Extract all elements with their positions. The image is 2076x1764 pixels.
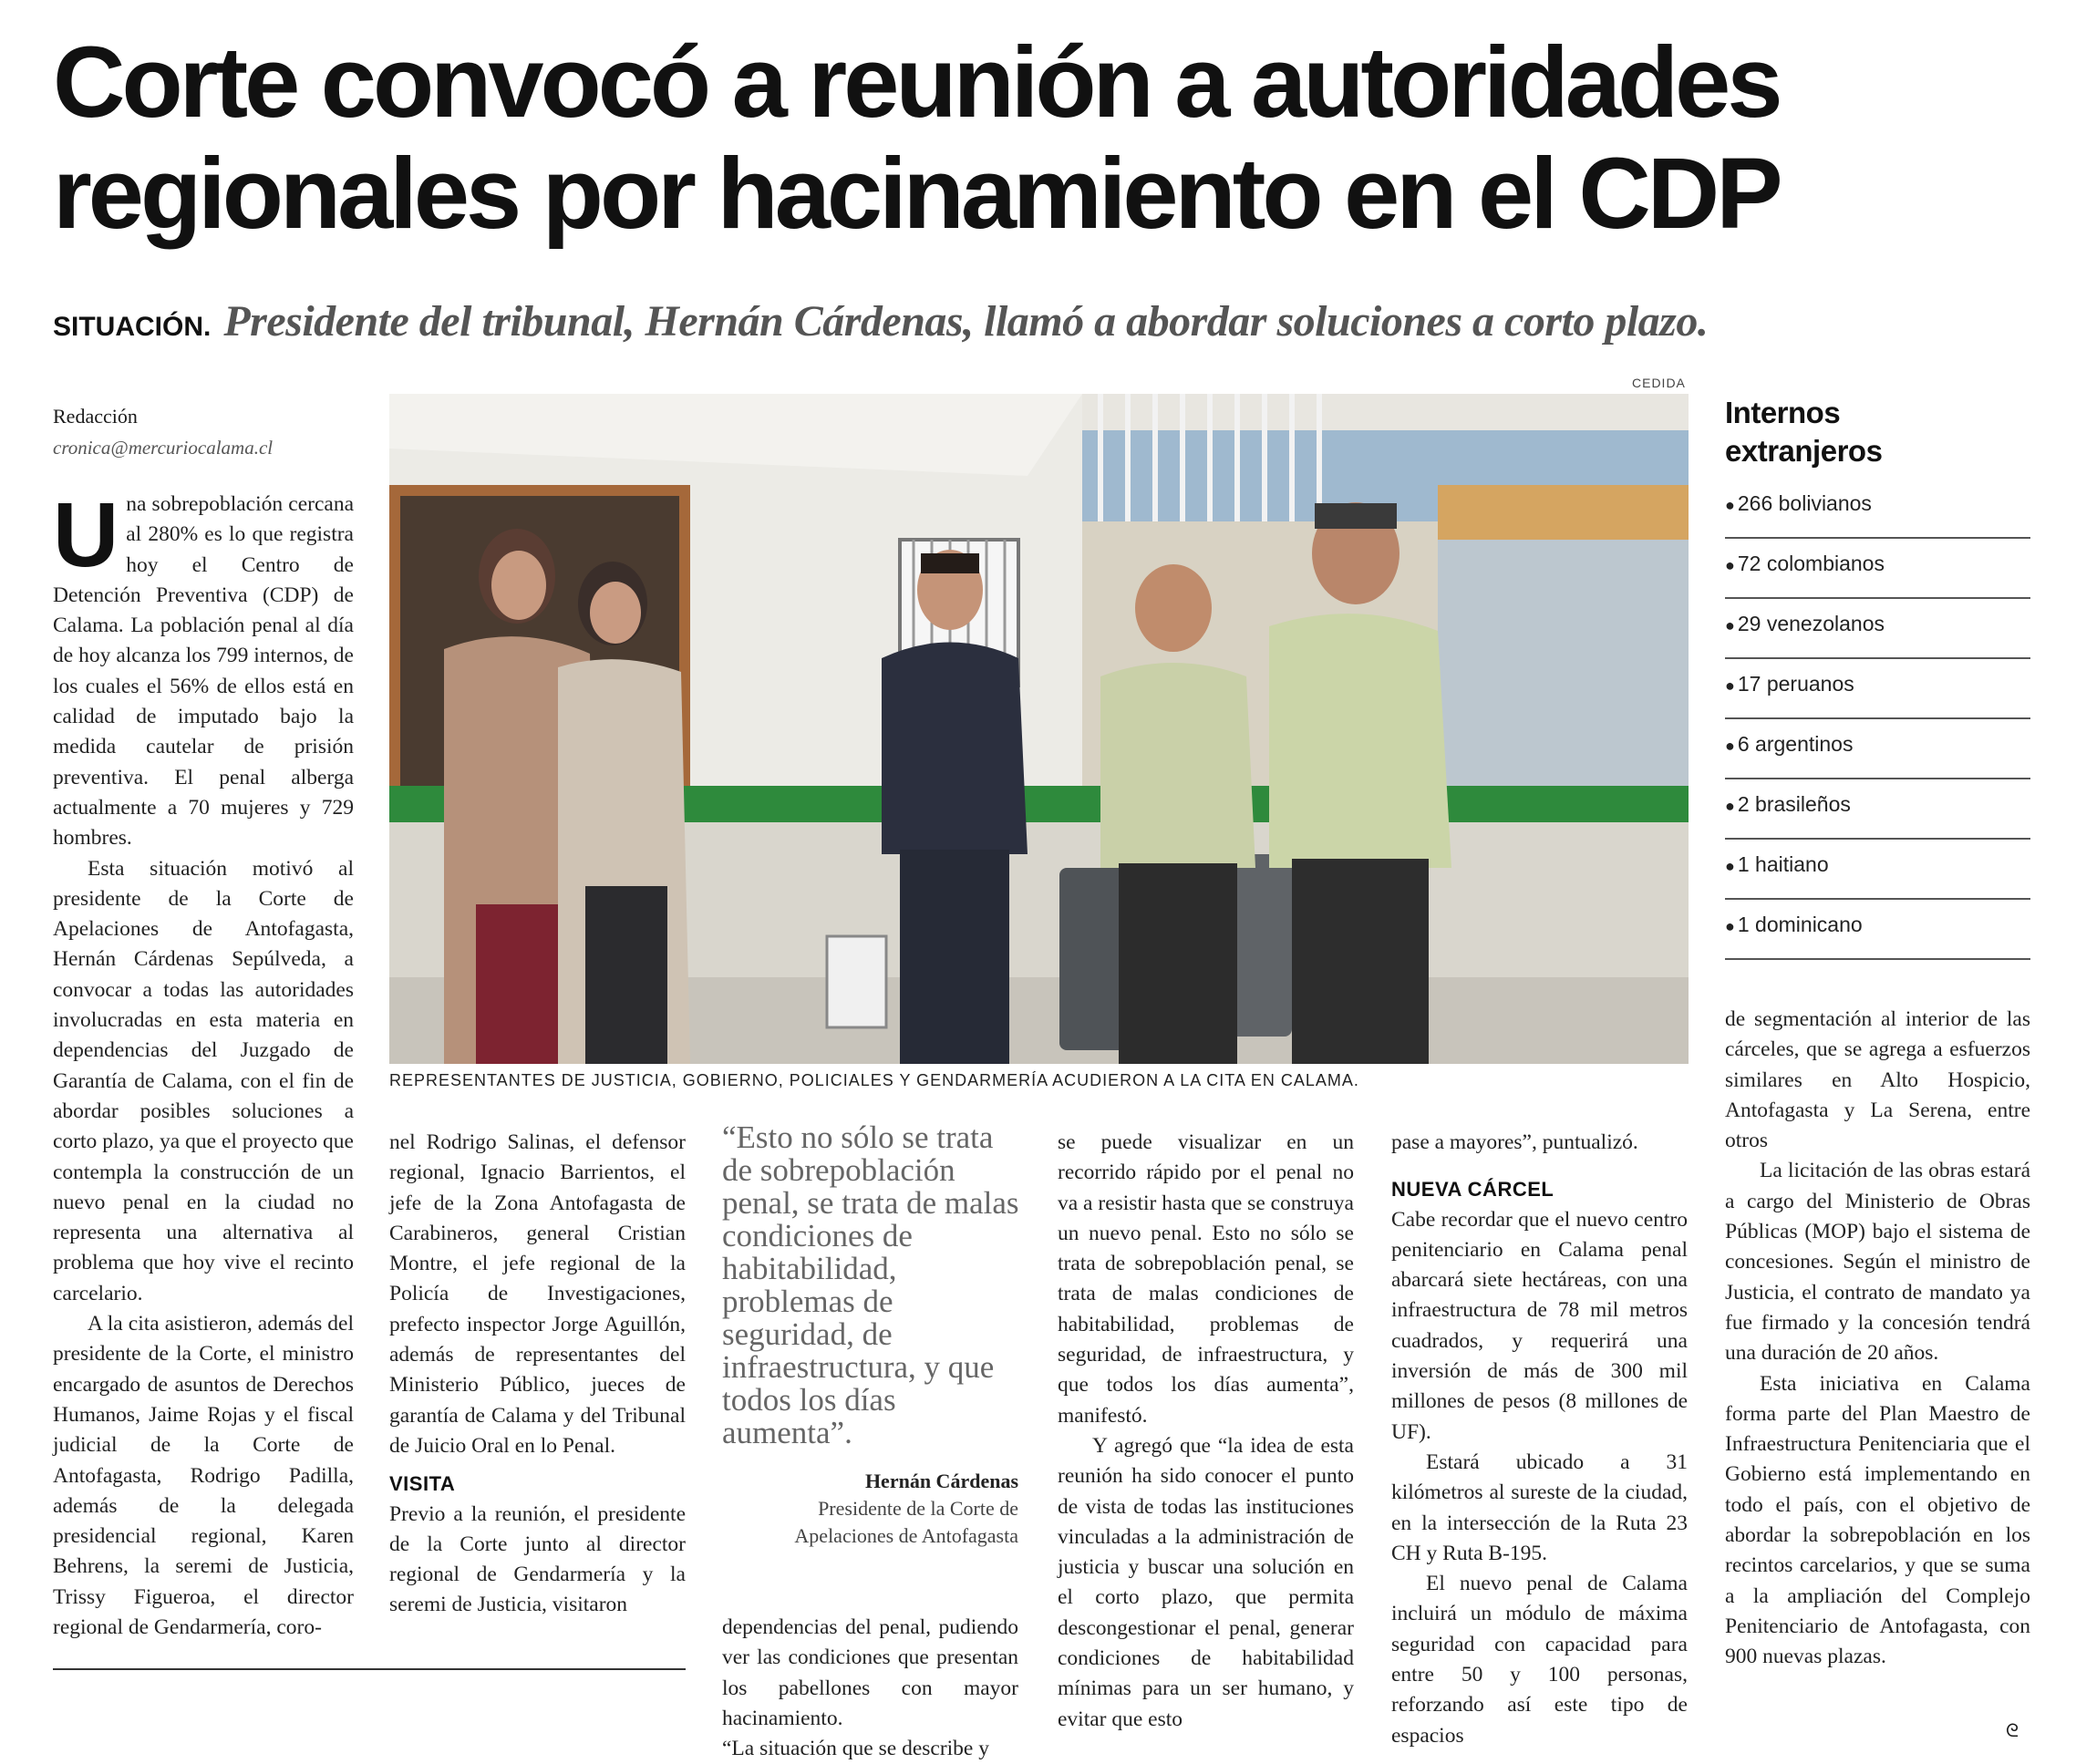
article-column-6 — [1725, 1005, 2030, 1673]
news-photo — [389, 394, 1689, 1064]
paragraph: “La situación que se describe y — [722, 1737, 989, 1761]
headline-line-2: regionales por hacinamiento en el CDP — [53, 138, 1780, 250]
sidebar-title — [1725, 394, 1882, 470]
headline — [53, 27, 2040, 250]
quote-author: Hernán Cárdenas — [864, 1470, 1018, 1492]
paragraph: A la cita asistieron, además del presidente de la Corte, el ministro encargado de asuntos de Derechos Humanos, Jaime Rojas y el fiscal judicial de la Corte de Antofagasta, Rodrigo Padilla, además de la delegada presidencial regional, Karen Behrens, la seremi de Justicia, Trissy Figueroa, el director regional de Gendarmería, coro- — [53, 1312, 354, 1639]
sidebar-title-line-2: extranjeros — [1725, 434, 1883, 468]
list-item: ● 1 dominicano — [1725, 900, 2030, 960]
byline — [53, 401, 273, 463]
paragraph: dependencias del penal, pudiendo ver las condiciones que presentan los pabellones con mayor hacinamiento. — [722, 1615, 1018, 1730]
paragraph: Esta iniciativa en Calama forma parte del Plan Maestro de Infraestructura Penitenciaria que el Gobierno está implementando en todo el país, con el objetivo de abordar la sobrepoblación en los recintos carcelarios, y que se suma a la ampliación del Complejo Penitenciario de Antofagasta, con 900 nuevas plazas. — [1725, 1371, 2030, 1669]
end-mark-icon: ᘓ — [2006, 1721, 2019, 1741]
quote-attribution — [722, 1468, 1018, 1550]
subhead-deck: Presidente del tribunal, Hernán Cárdenas, llamó a abordar soluciones a corto plazo. — [223, 297, 1709, 346]
article-column-5 — [1391, 1128, 1688, 1751]
byline-author: Redacción — [53, 405, 138, 428]
photo-credit: CEDIDA — [1632, 376, 1686, 390]
paragraph: de segmentación al interior de las cárceles, que se agrega a esfuerzos similares en Alto Hospicio, Antofagasta y La Serena, entre otros — [1725, 1007, 2030, 1153]
list-item: ● 72 colombianos — [1725, 539, 2030, 599]
pull-quote: “Esto no sólo se trata de sobrepoblación penal, se trata de malas condiciones de habitabilidad, problemas de seguridad, de infraestructura, y que todos los días aumenta”. — [722, 1119, 1019, 1450]
paragraph: La licitación de las obras estará a cargo del Ministerio de Obras Públicas (MOP) bajo el sistema de concesiones. Según el ministro de Justicia, el contrato de mandato ya fue firmado y la concesión tendrá una duración de 20 años. — [1725, 1159, 2030, 1366]
paragraph: se puede visualizar en un recorrido rápido por el penal no va a resistir hasta que se construya un nuevo penal. Esto no sólo se trata de sobrepoblación penal, se trata de malas condiciones de habitabilidad, problemas de seguridad, de infraestructura, y que todos los días aumenta”, manifestó. — [1058, 1130, 1354, 1428]
list-item: ● 1 haitiano — [1725, 840, 2030, 900]
section-heading-visita: VISITA — [389, 1472, 456, 1496]
section-heading-nueva-carcel: NUEVA CÁRCEL — [1391, 1178, 1554, 1202]
article-column-2 — [389, 1128, 686, 1621]
paragraph: nel Rodrigo Salinas, el defensor regional, Ignacio Barrientos, el jefe de la Zona Antofagasta de Carabineros, general Cristian Montre, el jefe regional de la Policía de Investigaciones, prefecto inspector Jorge Aguillón, además de representantes del Ministerio Público, jueces de garantía de Calama y del Tribunal de Juicio Oral en lo Penal. — [389, 1130, 686, 1458]
article-column-4 — [1058, 1128, 1354, 1735]
article-column-3 — [722, 1613, 1018, 1764]
sidebar-list — [1725, 479, 2030, 960]
list-item: ● 6 argentinos — [1725, 719, 2030, 779]
divider — [53, 1668, 686, 1670]
paragraph: Una sobrepoblación cercana al 280% es lo que registra hoy el Centro de Detención Preventiva (CDP) de Calama. La población penal al día de hoy alcanza los 799 internos, de los cuales el 56% de ellos está en calidad de imputado bajo la medida cautelar de prisión preventiva. El penal alberga actualmente a 70 mujeres y 729 hombres. — [53, 484, 354, 851]
list-item: ● 29 venezolanos — [1725, 599, 2030, 659]
list-item: ● 266 bolivianos — [1725, 479, 2030, 539]
paragraph: El nuevo penal de Calama incluirá un módulo de máxima seguridad con capacidad para entre 50 y 100 personas, reforzando así este tipo de espacios — [1391, 1572, 1688, 1748]
sidebar-title-line-1: Internos — [1725, 396, 1841, 429]
subhead — [53, 296, 1708, 346]
paragraph: Esta situación motivó al presidente de la Corte de Apelaciones de Antofagasta, Hernán Cárdenas Sepúlveda, a convocar a todas las autoridades involucradas en esta materia en dependencias del Juzgado de Garantía de Calama, con el fin de abordar posibles soluciones a corto plazo, ya que el proyecto que contempla la construcción de un nuevo penal en la ciudad no representa una alternativa al problema que hoy vive el recinto carcelario. — [53, 856, 354, 1305]
list-item: ● 2 brasileños — [1725, 779, 2030, 840]
headline-line-1: Corte convocó a reunión a autoridades — [53, 26, 1780, 139]
article-column-1 — [53, 484, 354, 1643]
byline-email: cronica@mercuriocalama.cl — [53, 437, 274, 459]
paragraph: Estará ubicado a 31 kilómetros al sureste de la ciudad, en la intersección de la Ruta 23 CH y Ruta B-195. — [1391, 1449, 1688, 1565]
paragraph: Previo a la reunión, el presidente de la Corte junto al director regional de Gendarmería y la seremi de Justicia, visitaron — [389, 1501, 686, 1617]
paragraph: Y agregó que “la idea de esta reunión ha sido conocer el punto de vista de todas las instituciones vinculadas a la administración de justicia y buscar una solución en el corto plazo, que permita descongestionar el penal, generar condiciones de habitabilidad mínimas para un ser humano, y evitar que esto — [1058, 1433, 1354, 1731]
paragraph: pase a mayores”, puntualizó. — [1391, 1130, 1638, 1154]
subhead-kicker: SITUACIÓN. — [53, 312, 212, 342]
drop-cap: U — [53, 484, 119, 586]
quote-author-role: Presidente de la Corte de Apelaciones de Antofagasta — [794, 1497, 1018, 1547]
list-item: ● 17 peruanos — [1725, 659, 2030, 719]
photo-caption: REPRESENTANTES DE JUSTICIA, GOBIERNO, POLICIALES Y GENDARMERÍA ACUDIERON A LA CITA EN CALAMA. — [389, 1071, 1359, 1089]
paragraph: Cabe recordar que el nuevo centro penitenciario en Calama penal abarcará siete hectáreas, con una infraestructura de 78 mil metros cuadrados, y requerirá una inversión de más de 300 mil millones de pesos (8 millones de UF). — [1391, 1207, 1688, 1444]
